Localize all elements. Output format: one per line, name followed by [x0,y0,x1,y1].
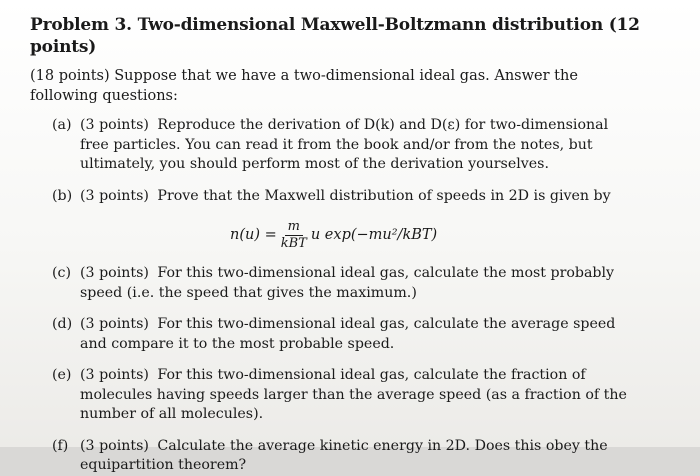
question-points: (3 points) [80,316,149,332]
question-points: (3 points) [80,437,149,454]
question-points: (3 points) [80,265,149,281]
question-label: (e) [52,367,72,383]
question-text: For this two-dimensional ideal gas, calculate the fraction of molecules having speeds larger than the average speed (as a fraction of the number of all molecules). [80,367,627,422]
question-text: Reproduce the derivation of D(k) and D(ε) for two-dimensional free particles. You can read it from the book and/or from the notes, but ultimately, you should perform most of the derivation yourselves. [80,117,609,172]
question-body [80,315,630,354]
question-body [80,366,630,425]
question-label: (d) [52,316,73,332]
question-item-a [52,116,670,175]
question-list [30,116,670,476]
maxwell-distribution-formula [30,216,670,254]
question-points: (3 points) [80,187,149,204]
question-label: (a) [52,117,72,133]
question-item-c [52,264,670,303]
formula-numerator: m [285,219,303,236]
question-label: (b) [52,187,73,204]
question-text: For this two-dimensional ideal gas, calculate the most probably speed (i.e. the speed that gives the maximum.) [80,265,615,301]
problem-title: Problem 3. Two-dimensional Maxwell-Boltzmann distribution (12 points) [30,15,640,57]
question-item-f [52,437,670,476]
question-body [80,116,630,175]
question-item-e [52,366,670,425]
question-points: (3 points) [80,117,149,133]
question-label: (f) [52,437,69,454]
question-item-b [52,187,670,207]
question-item-d [52,315,670,354]
question-text: Prove that the Maxwell distribution of speeds in 2D is given by [157,187,611,204]
question-body [80,437,630,476]
question-points: (3 points) [80,367,149,383]
formula-rhs: u exp(−mu²/kBT) [310,227,438,243]
question-text: For this two-dimensional ideal gas, calculate the average speed and compare it to the most probable speed. [80,316,616,352]
problem-intro: (18 points) Suppose that we have a two-dimensional ideal gas. Answer the following questions: [30,68,578,104]
question-body [80,264,630,303]
formula-fraction [279,219,309,252]
formula-lhs: n(u) = [230,227,277,243]
question-label: (c) [52,265,72,281]
question-body [80,187,630,207]
question-text: Calculate the average kinetic energy in 2D. Does this obey the equipartition theorem? [80,437,608,473]
formula-denominator: kBT [280,235,307,251]
